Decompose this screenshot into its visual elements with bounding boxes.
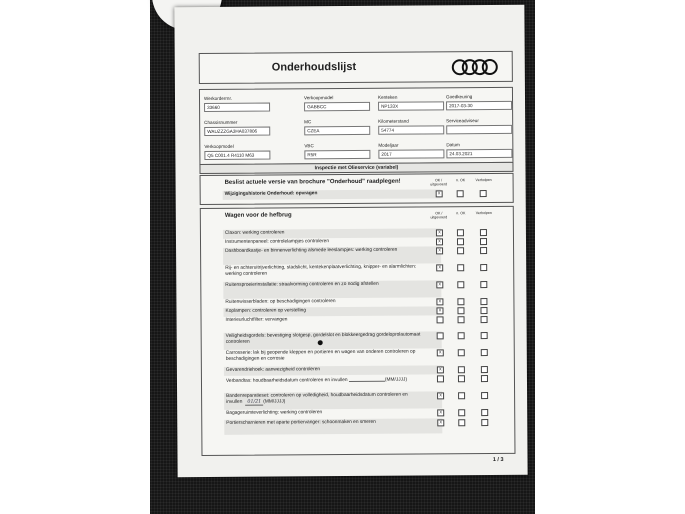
- checklist-item: [225, 299, 421, 306]
- info-field-label: Serviceadviseur: [446, 118, 479, 124]
- info-field-value: R5R: [304, 150, 370, 159]
- checkbox-fixed[interactable]: [480, 264, 487, 271]
- column-header: n. OK: [455, 178, 466, 183]
- info-field-label: Werkorderrnr.: [203, 95, 233, 102]
- checkbox-fixed[interactable]: [481, 375, 488, 382]
- checkbox-fixed[interactable]: [481, 349, 488, 356]
- checkbox-ok[interactable]: x: [437, 409, 444, 416]
- checklist-item-text: Dashboardkastje- en binnenverlichting alsmede leeslampjes: werking controleren: [225, 247, 398, 254]
- info-field-value: NP133X: [378, 101, 444, 110]
- section-vehicle-before-lift: [200, 206, 516, 456]
- vehicle-info-box: [199, 87, 514, 165]
- date-blank: [349, 376, 385, 382]
- section-title: Beslist actuele versie van brochure "Onderhoud" raadplegen!: [224, 178, 401, 186]
- info-field-label: VBC: [304, 143, 314, 149]
- info-field-label: Kilometerstand: [378, 118, 409, 124]
- checklist-item-text: Interieurluchtfilter: vervangen: [225, 317, 288, 323]
- checkbox-not-ok[interactable]: [458, 409, 465, 416]
- info-field: [378, 142, 444, 158]
- info-field-value: 33660: [204, 103, 270, 112]
- info-field-label: Verkoopmodel: [204, 143, 234, 150]
- checkbox-ok[interactable]: x: [436, 298, 443, 305]
- column-header: OK / uitgevoerd: [430, 211, 448, 220]
- info-field-label: Chassisnummer: [204, 119, 238, 126]
- header-box: [199, 51, 513, 84]
- checklist-item-text: Ruitensproeierinstallatie: straalvorming controleren en zo nodig afstellen: [225, 281, 379, 288]
- checkbox-ok[interactable]: x: [436, 238, 443, 245]
- info-field-value: 2017: [378, 149, 444, 158]
- column-header: OK / uitgevoerd: [430, 178, 448, 187]
- checkbox-ok[interactable]: x: [436, 281, 443, 288]
- info-field: [378, 94, 444, 110]
- checkbox-fixed[interactable]: [481, 419, 488, 426]
- checklist-item: [225, 265, 421, 278]
- info-field-value: 54774: [378, 125, 444, 134]
- checkbox-ok[interactable]: x: [436, 229, 443, 236]
- checklist-item-text: Wijzigingshistorie Onderhoud: opvragen: [224, 191, 318, 197]
- info-field-value: CZEA: [304, 126, 370, 135]
- info-field: [446, 94, 512, 110]
- four-rings-logo: [452, 59, 498, 73]
- info-field: [446, 118, 512, 134]
- info-field-label: Verkoopmodel: [303, 95, 334, 101]
- checklist-item-text: Verbandtas: houdbaarheidsdatum controleren en invullen: [225, 378, 348, 384]
- checklist-item-text: Instrumentenpaneel: controlelampjes controleren: [224, 239, 330, 245]
- column-header: Verholpen: [475, 178, 492, 183]
- info-field-value: 2017-03-30: [446, 101, 512, 110]
- info-field-value: GABBCC: [304, 102, 370, 111]
- checklist-item-text: Rij- en achteruitrijverlichting, stadslicht, kentekenplaatverlichting, knipper- en alarmlichten: werking controleren: [225, 264, 417, 277]
- checkbox-not-ok[interactable]: [458, 332, 465, 339]
- info-field: [304, 95, 370, 111]
- checkbox-ok[interactable]: [437, 316, 444, 323]
- checkbox-not-ok[interactable]: [457, 298, 464, 305]
- checkbox-ok[interactable]: x: [437, 419, 444, 426]
- checkbox-ok[interactable]: [437, 375, 444, 382]
- checklist-item-text: Koplampen: controleren op verstelling: [225, 308, 307, 314]
- section-title: Wagen voor de hefbrug: [224, 212, 292, 219]
- info-field: [446, 142, 512, 158]
- checkbox-not-ok[interactable]: [458, 349, 465, 356]
- column-header: n. OK: [456, 211, 466, 216]
- checkbox-fixed[interactable]: [480, 281, 487, 288]
- checkbox-ok[interactable]: x: [437, 349, 444, 356]
- info-field-label: Goedkeuring: [445, 94, 473, 100]
- date-format-suffix: (MM/JJJJ): [384, 377, 408, 383]
- checkbox-ok[interactable]: x: [436, 307, 443, 314]
- checklist-item-text: Claxon: werking controleren: [224, 230, 285, 236]
- info-field-label: MC: [304, 119, 312, 125]
- checklist-item-text: Veiligheidsgordels: bevestiging slotgesp, gordelslot en blokkeergedrag gordeloprolautomaat controleren: [225, 332, 421, 345]
- info-field-label: Datum: [446, 142, 460, 148]
- date-format-suffix: (MM/JJJJ): [263, 399, 286, 405]
- checkbox-ok[interactable]: x: [436, 190, 443, 197]
- checklist-item-text: Bandenreparatieset: controleren op volledigheid, houdbaarheidsdatum controleren en invullen: [226, 392, 408, 405]
- checklist-item: [226, 393, 422, 406]
- info-field: [304, 143, 370, 159]
- handwritten-date: 01/21: [245, 400, 263, 406]
- info-field: [204, 96, 270, 112]
- checkbox-ok[interactable]: x: [437, 392, 444, 399]
- checkbox-not-ok[interactable]: [457, 238, 464, 245]
- checkbox-ok[interactable]: x: [436, 247, 443, 254]
- document-title: Onderhoudslijst: [271, 60, 357, 74]
- page-number: 1 / 3: [492, 456, 504, 464]
- info-field-label: Kenteken: [377, 94, 398, 100]
- checkbox-not-ok[interactable]: [458, 316, 465, 323]
- checklist-item: [226, 376, 422, 385]
- checklist-item-text: Portierscharnieren met aparte portiervanger: schoonmaken en smeren: [226, 419, 376, 426]
- checkbox-not-ok[interactable]: [458, 392, 465, 399]
- checkbox-fixed[interactable]: [481, 332, 488, 339]
- checklist-item-text: Gevarendriehoek: aanwezigheid controleren: [225, 367, 321, 373]
- checkbox-not-ok[interactable]: [457, 281, 464, 288]
- checklist-item: [226, 410, 422, 417]
- ring-icon: [482, 59, 498, 75]
- checkbox-not-ok[interactable]: [457, 307, 464, 314]
- column-header: Verholpen: [475, 211, 492, 216]
- info-field-value: 24.03.2021: [446, 149, 512, 158]
- checkbox-not-ok[interactable]: [458, 375, 465, 382]
- checkbox-fixed[interactable]: [481, 409, 488, 416]
- checklist-item: [226, 317, 422, 324]
- checkbox-fixed[interactable]: [481, 366, 488, 373]
- checkbox-fixed[interactable]: [480, 298, 487, 305]
- info-field: [378, 118, 444, 134]
- checkbox-fixed[interactable]: [480, 229, 487, 236]
- checkbox-fixed[interactable]: [480, 307, 487, 314]
- info-field: [204, 144, 270, 160]
- checkbox-fixed[interactable]: [480, 247, 487, 254]
- checklist-item-text: Carrosserie: lak bij geopende kleppen en portieren en wagen van onderen controleren op beschadigingen en corrosie: [225, 349, 416, 362]
- checkbox-ok[interactable]: x: [437, 366, 444, 373]
- checklist-item-text: Ruitenwisserbladen: op beschadigingen controleren: [225, 299, 336, 305]
- background-left: [0, 0, 150, 514]
- checkbox-not-ok[interactable]: [458, 419, 465, 426]
- info-field: [204, 120, 270, 136]
- checkbox-ok[interactable]: x: [436, 264, 443, 271]
- info-field-label: Modeljaar: [378, 142, 399, 148]
- maintenance-sheet: [174, 5, 527, 477]
- checkbox-not-ok[interactable]: [457, 190, 464, 197]
- checkbox-not-ok[interactable]: [457, 247, 464, 254]
- checkbox-not-ok[interactable]: [457, 229, 464, 236]
- info-field-value: Q5 C001.4 R4110 M63: [204, 151, 270, 160]
- checklist-item: [226, 350, 422, 363]
- checkbox-fixed[interactable]: [480, 238, 487, 245]
- background-right: [535, 0, 685, 514]
- info-field: [304, 119, 370, 135]
- checklist-item: [225, 239, 421, 246]
- checklist-item: [226, 333, 422, 346]
- checkbox-not-ok[interactable]: [457, 264, 464, 271]
- marker-dot: [318, 340, 323, 345]
- checkbox-fixed[interactable]: [480, 190, 487, 197]
- info-field-value: WAUZZZGA3HA037806: [204, 127, 270, 136]
- checkbox-not-ok[interactable]: [458, 366, 465, 373]
- checklist-item-text: Bagageruimteverlichting: werking controleren: [226, 410, 323, 416]
- section-brochure: [200, 173, 514, 205]
- checkbox-fixed[interactable]: [481, 392, 488, 399]
- inspection-title: Inspectie met Olieservice (variabel): [199, 162, 513, 174]
- checkbox-ok[interactable]: [437, 332, 444, 339]
- checkbox-fixed[interactable]: [481, 316, 488, 323]
- info-field-value: [446, 125, 512, 134]
